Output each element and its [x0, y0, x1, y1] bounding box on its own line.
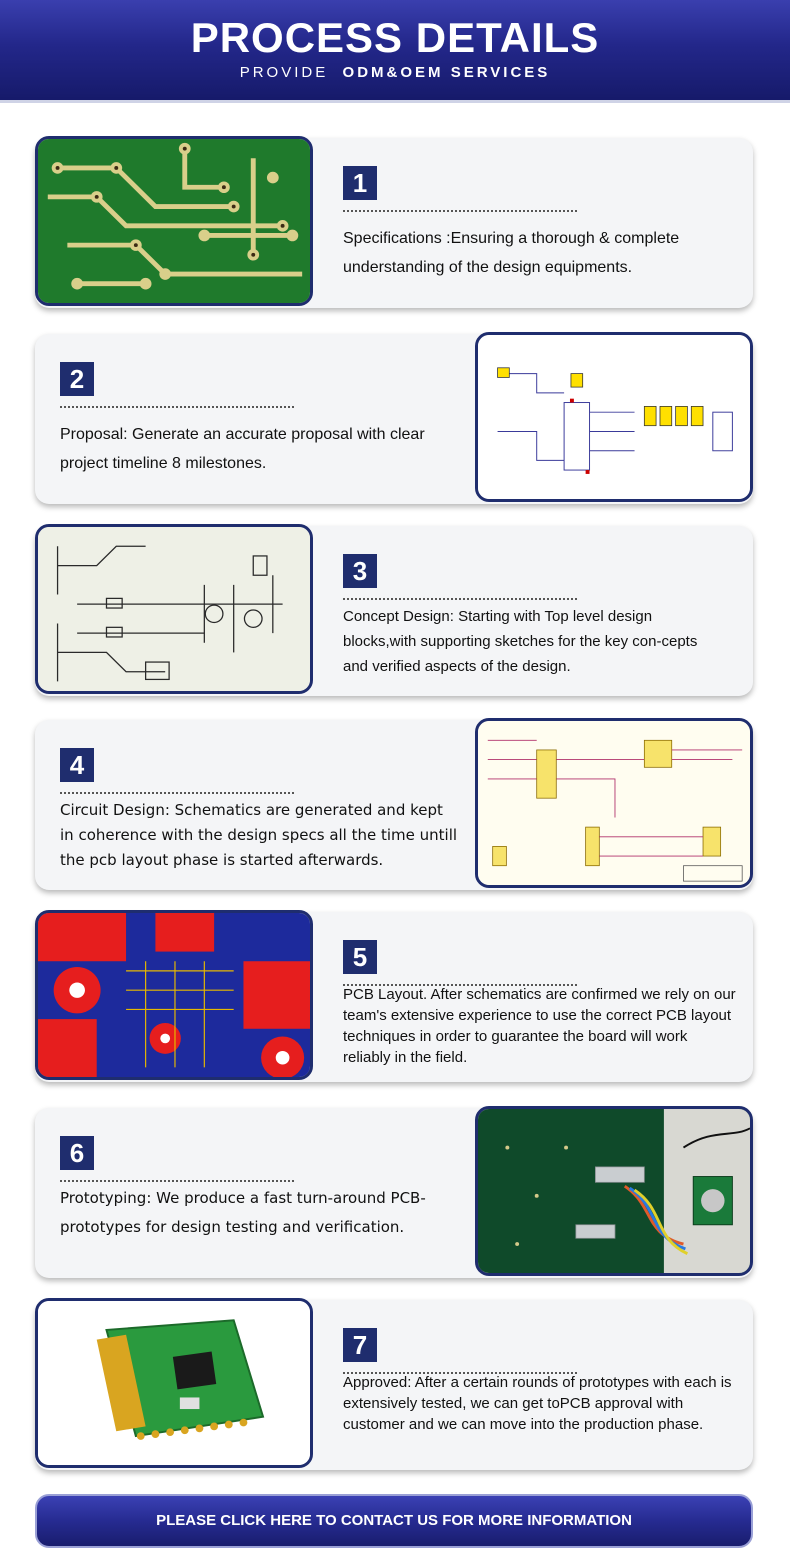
step-number: 1: [343, 166, 377, 200]
step-number: 7: [343, 1328, 377, 1362]
step-card-5: [35, 912, 753, 1082]
step-number: 6: [60, 1136, 94, 1170]
step-description: Prototyping: We produce a fast turn-around PCB-prototypes for design testing and verification.: [60, 1189, 426, 1236]
step-description: PCB Layout. After schematics are confirmed we rely on our team's extensive experience to use the correct PCB layout techniques in order to guarantee the board will work reliably in the field.: [343, 986, 736, 1066]
step-card-6: [35, 1108, 753, 1278]
pcb-prototype-photo: [475, 1106, 753, 1276]
dotted-divider: [60, 792, 294, 794]
step-description: Concept Design: Starting with Top level design blocks,with supporting sketches for the key con-cepts and verified aspects of the design.: [343, 608, 698, 675]
step-card-3: [35, 526, 753, 696]
contact-us-button[interactable]: PLEASE CLICK HERE TO CONTACT US FOR MORE INFORMATION: [35, 1494, 753, 1548]
step-number: 2: [60, 362, 94, 396]
schematic-diagram-image: [475, 332, 753, 502]
page-title: PROCESS DETAILS: [190, 14, 600, 61]
step-number: 3: [343, 554, 377, 588]
circuit-schematic-image: [475, 718, 753, 888]
step-card-1: [35, 138, 753, 308]
step-description: Circuit Design: Schematics are generated and kept in coherence with the design specs all the time untill the pcb layout phase is started afterwards.: [60, 801, 458, 869]
step-description: Specifications :Ensuring a thorough & complete understanding of the design equipments.: [343, 230, 680, 276]
step-number: 5: [343, 940, 377, 974]
page-header: [0, 0, 790, 103]
dotted-divider: [60, 1180, 294, 1182]
pcb-module-photo: [35, 1298, 313, 1468]
pcb-layout-image: [35, 910, 313, 1080]
step-number: 4: [60, 748, 94, 782]
green-pcb-traces-photo: [35, 136, 313, 306]
subtitle-services: ODM&OEM SERVICES: [342, 64, 551, 81]
step-description: Proposal: Generate an accurate proposal with clear project timeline 8 milestones.: [60, 426, 425, 472]
step-card-2: [35, 334, 753, 504]
dotted-divider: [343, 210, 577, 212]
step-description: Approved: After a certain rounds of prototypes with each is extensively tested, we can get toPCB approval with customer and we can move into the production phase.: [343, 1374, 732, 1433]
page-subtitle: [0, 64, 790, 81]
dotted-divider: [60, 406, 294, 408]
dotted-divider: [343, 598, 577, 600]
step-card-7: [35, 1300, 753, 1470]
hand-drawn-circuit-sketch: [35, 524, 313, 694]
step-card-4: [35, 720, 753, 890]
subtitle-provide: PROVIDE: [239, 64, 329, 81]
